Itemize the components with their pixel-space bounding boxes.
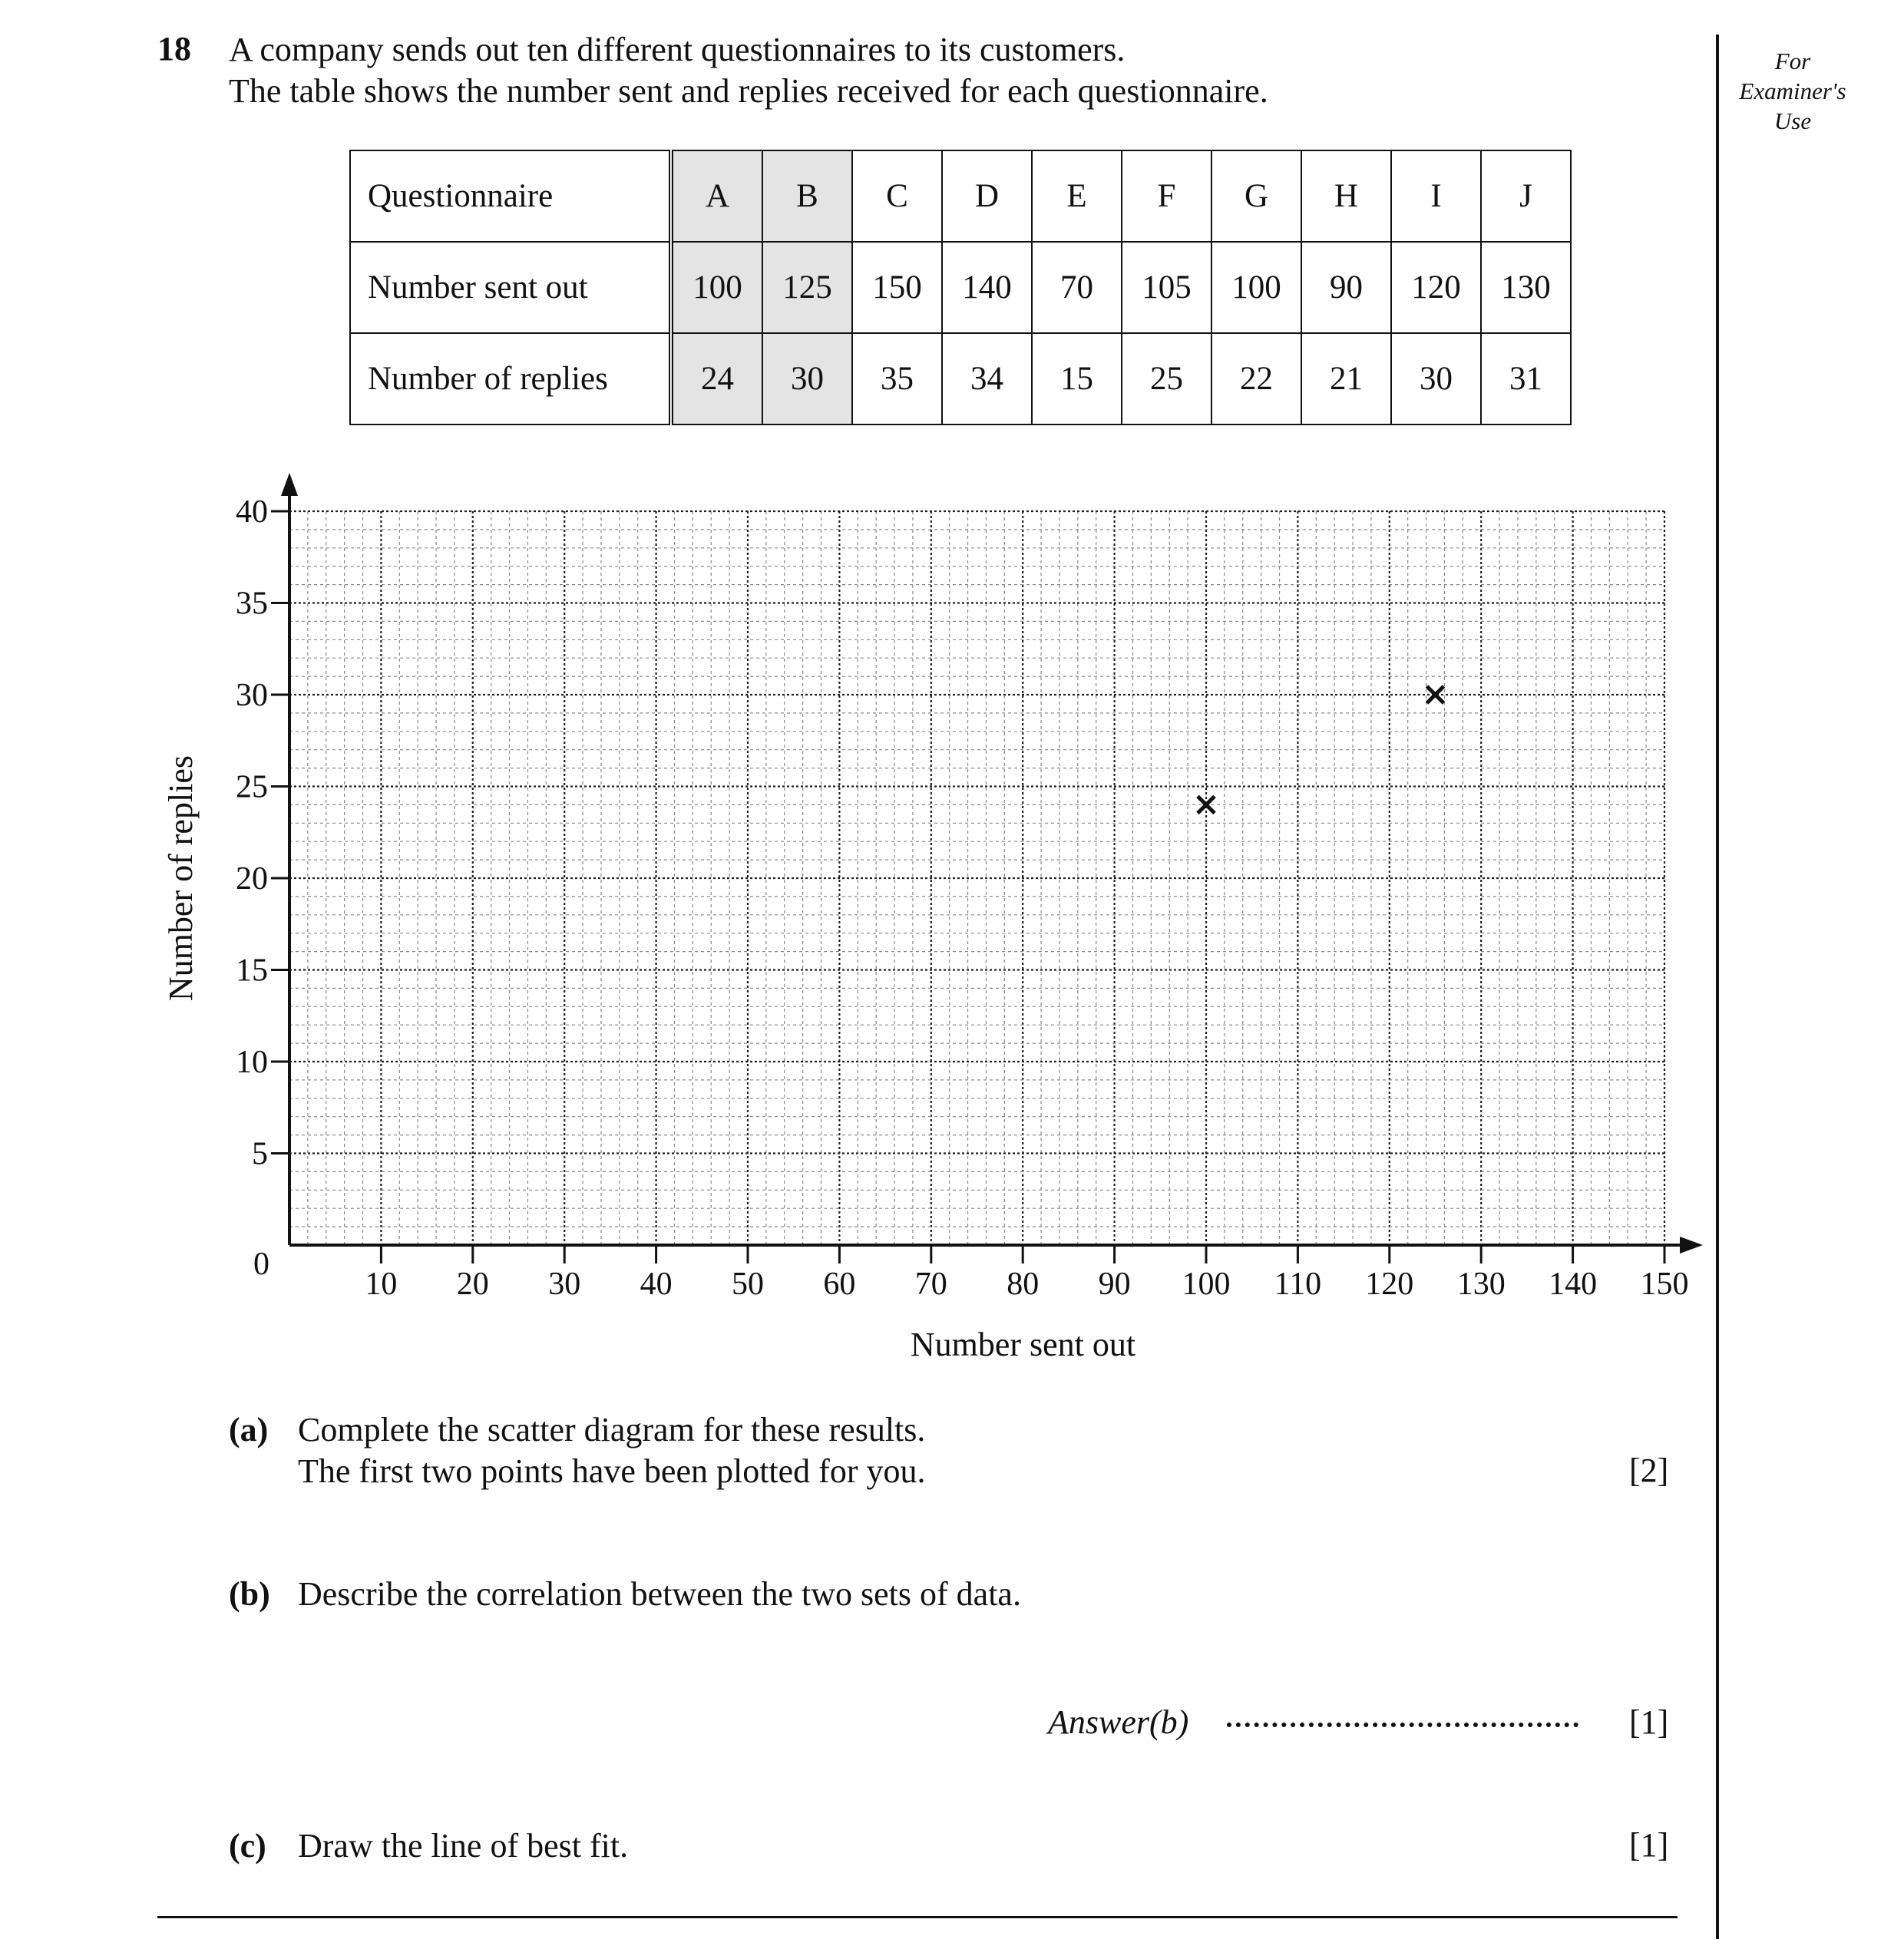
x-tick-label: 80 [1007,1267,1040,1302]
x-tick-label: 30 [548,1267,581,1302]
table-cell: 150 [852,242,942,333]
x-tick-label: 70 [914,1267,947,1302]
answer-b-input-line[interactable] [1227,1723,1578,1727]
y-tick-label: 20 [236,861,268,897]
x-axis-arrow [1680,1237,1703,1254]
table-cell: 105 [1122,242,1211,333]
part-c-text: Draw the line of best fit. [298,1827,629,1865]
table-cell: B [762,150,852,242]
row-label: Questionnaire [350,150,671,242]
table-cell: 22 [1211,333,1301,424]
table-cell: 34 [942,333,1032,424]
bottom-rule [157,1916,1678,1918]
table-cell: E [1032,150,1122,242]
table-cell: 30 [762,333,852,424]
table-cell: H [1301,150,1391,242]
x-tick-label: 50 [732,1267,764,1302]
x-tick-label: 140 [1549,1267,1598,1302]
x-tick-label: 10 [365,1267,398,1302]
table-cell: C [852,150,942,242]
table-cell: 90 [1301,242,1391,333]
part-a-line-2: The first two points have been plotted for you. [298,1452,926,1490]
part-b-text: Describe the correlation between the two sets of data. [298,1575,1021,1613]
origin-label: 0 [253,1247,269,1282]
part-a [229,1409,268,1451]
table-cell: D [942,150,1032,242]
y-tick-label: 5 [252,1136,268,1172]
table-cell: 30 [1391,333,1481,424]
y-axis-title: Number of replies [162,755,200,1002]
table-cell: I [1391,150,1481,242]
table-cell: 25 [1122,333,1211,424]
x-axis-title: Number sent out [910,1326,1136,1363]
x-tick-label: 110 [1274,1267,1322,1302]
answer-b-label: Answer(b) [1048,1703,1189,1741]
row-label: Number of replies [350,333,671,424]
x-tick-label: 20 [456,1267,489,1302]
part-a-marks: [2] [1629,1452,1669,1489]
table-cell: 21 [1301,333,1391,424]
table-cell: 70 [1032,242,1122,333]
x-tick-label: 90 [1098,1267,1131,1302]
table-cell: 120 [1391,242,1481,333]
table-cell: 140 [942,242,1032,333]
table-cell: 35 [852,333,942,424]
part-a-line-1: Complete the scatter diagram for these results. [298,1411,926,1448]
table-cell: 100 [671,242,762,333]
x-tick-label: 40 [640,1267,673,1302]
x-tick-label: 100 [1182,1267,1231,1302]
table-cell: G [1211,150,1301,242]
x-tick-label: 60 [823,1267,856,1302]
part-b-marks: [1] [1629,1703,1669,1741]
part-c-marks: [1] [1629,1826,1669,1864]
table-cell: J [1481,150,1571,242]
examiner-note-line-1: For [1774,48,1811,74]
y-tick-label: 30 [236,678,268,713]
part-b-label-text: (b) [229,1575,270,1613]
part-b-label [229,1574,270,1615]
y-tick-label: 40 [236,494,268,530]
table-cell: 130 [1481,242,1571,333]
row-label: Number sent out [350,242,671,333]
y-tick-label: 15 [236,953,268,989]
table-cell: 15 [1032,333,1122,424]
table-cell: 24 [671,333,762,424]
table-cell: 31 [1481,333,1571,424]
x-tick-label: 130 [1456,1267,1506,1302]
part-a-text [298,1409,925,1492]
part-a-label: (a) [229,1411,269,1448]
table-cell: 125 [762,242,852,333]
table-cell: 100 [1211,242,1301,333]
x-tick-label: 120 [1365,1267,1414,1302]
table-cell: F [1122,150,1211,242]
examiner-note-line-3: Use [1773,107,1812,134]
part-c-label [229,1825,266,1867]
table-cell: A [671,150,762,242]
y-tick-label: 25 [236,769,268,805]
y-tick-label: 10 [236,1045,268,1080]
y-axis-arrow [281,473,298,496]
part-c-label-text: (c) [229,1827,266,1865]
question-number: 18 [157,30,191,68]
examiner-note-line-2: Examiner's [1739,78,1846,104]
question-line-2: The table shows the number sent and replies received for each questionnaire. [229,72,1268,110]
x-tick-label: 150 [1640,1267,1689,1302]
y-tick-label: 35 [236,586,268,622]
question-line-1: A company sends out ten different questionnaires to its customers. [229,31,1126,68]
